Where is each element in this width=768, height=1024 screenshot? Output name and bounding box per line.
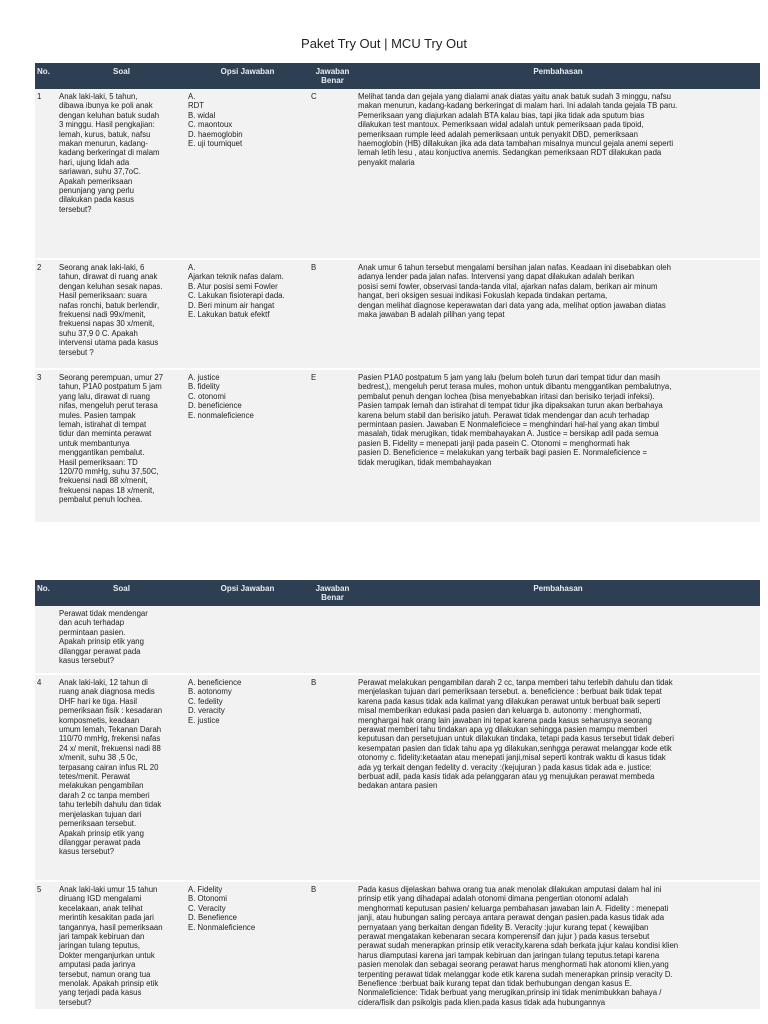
table-header-row — [35, 580, 760, 606]
header-pembahasan: Pembahasan — [356, 580, 760, 606]
table-row — [35, 674, 760, 881]
cell-opsi — [186, 606, 309, 674]
cell-jawaban: E — [309, 369, 356, 522]
cell-no: 5 — [35, 881, 57, 1009]
cell-jawaban: B — [309, 674, 356, 881]
cell-soal: Perawat tidak mendengar dan acuh terhadap permintaan pasien. Apakah prinsip etik yang dilanggar perawat pada kasus tersebut? — [57, 606, 186, 674]
header-no: No. — [35, 580, 57, 606]
cell-opsi: A. Ajarkan teknik nafas dalam. B. Atur posisi semi Fowler C. Lakukan fisioterapi dada. D. Beri minum air hangat E. Lakukan batuk efektf — [186, 259, 309, 369]
cell-opsi: A. Fidelity B. Otonomi C. Veracity D. Benefience E. Nonmaleficience — [186, 881, 309, 1009]
cell-jawaban: C — [309, 89, 356, 259]
table-row — [35, 89, 760, 259]
table-row — [35, 606, 760, 674]
cell-pembahasan — [356, 606, 760, 674]
cell-pembahasan: Anak umur 6 tahun tersebut mengalami bersihan jalan nafas. Keadaan ini disebabkan oleh adanya lender pada jalan nafas. Intervensi yang dapat dilakukan adalah berikan posisi semi fowler, observasi tanda-tanda vital, ajarkan nafas dalam, berikan air minum hangat, beri oksigen sesuai indikasi Fokuslah kepada tindakan pertama, dengan melihat diagnose keperawatan dari data yang ada, melihat option jawaban diatas maka jawaban B adalah pilihan yang tepat — [356, 259, 760, 369]
table-row — [35, 369, 760, 522]
header-jawaban-benar: Jawaban Benar — [309, 580, 356, 606]
cell-soal: Anak laki-laki, 12 tahun di ruang anak diagnosa medis DHF hari ke tiga. Hasil pemeriksaan fisik : kesadaran komposmetis, keadaan umum lemah, Tekanan Darah 110/70 mmHg, frekensi nafas 24 x/ menit, frekuensi nadi 88 x/menit, suhu 38 ,5 0c, terpasang cairan infus RL 20 tetes/menit. Perawat melakukan pengambilan darah 2 cc tanpa memberi tahu terlebih dahulu dan tidak menjelaskan tujuan dari pemeriksaan tersebut. Apakah prinsip etik yang dilanggar perawat pada kasus tersebut? — [57, 674, 186, 881]
cell-pembahasan: Pasien P1A0 postpatum 5 jam yang lalu (belum boleh turun dari tempat tidur dan masih bedrest,), mengeluh perut terasa mules, mohon untuk dibantu menggantikan pembalutnya, pembalut penuh dengan lochea (bisa menyebabkan iritasi dan berisiko terjadi infeksi). Pasien tampak lemah dan istirahat di tempat tidur jika dipaksakan turun akan berbahaya karena belum stabil dan berisiko jatuh. Perawat tidak mendengar dan acuh terhadap permintaan pasien. Jawaban E Nonmaleficiece = menghindari hal-hal yang akan timbul masalah, tidak merugikan, tidak membahayakan A. Justice = bersikap adil pada semua pasien B. Fidelity = menepati janji pada pasein C. Otonomi = menghormati hak pasien D. Beneficience = melakukan yang terbaik bagi pasien E. Nonmaleficience = tidak merugikan, tidak membahayakan — [356, 369, 760, 522]
cell-no: 2 — [35, 259, 57, 369]
header-jawaban-benar: Jawaban Benar — [309, 63, 356, 89]
document-title: Paket Try Out | MCU Try Out — [301, 36, 467, 51]
table-row — [35, 259, 760, 369]
cell-opsi: A. beneficience B. aotonomy C. fedelity D. veracity E. justice — [186, 674, 309, 881]
cell-opsi: A. justice B. fidelity C. otonomi D. beneficience E. nonmaleficience — [186, 369, 309, 522]
header-soal: Soal — [57, 63, 186, 89]
cell-jawaban: B — [309, 881, 356, 1009]
header-no: No. — [35, 63, 57, 89]
question-table-page-2 — [35, 580, 760, 1009]
cell-no: 3 — [35, 369, 57, 522]
cell-opsi: A. RDT B. widal C. maontoux D. haemoglobin E. uji tourniquet — [186, 89, 309, 259]
header-pembahasan: Pembahasan — [356, 63, 760, 89]
cell-soal: Anak laki-laki umur 15 tahun diruang IGD mengalami kecelakaan, anak telihat merintih kesakitan pada jari tangannya, hasil pemeriksaan jari tampak kebiruan dan jaringan tulang teputus, Dokter menganjurkan untuk amputasi pada jarinya tersebut, namun orang tua menolak. Apakah prinsip etik yang terjadi pada kasus tersebut? — [57, 881, 186, 1009]
cell-soal: Anak laki-laki, 5 tahun, dibawa ibunya ke poli anak dengan keluhan batuk sudah 3 minggu. Hasil pengkajian: lemah, kurus, batuk, nafsu makan menurun, kadang- kadang berkeringat di malam hari, ujung lidah ada sariawan, suhu 37,7oC. Apakah pemeriksaan penunjang yang perlu dilakukan pada kasus tersebut? — [57, 89, 186, 259]
cell-jawaban: B — [309, 259, 356, 369]
cell-soal: Seorang perempuan, umur 27 tahun, P1A0 postpatum 5 jam yang lalu, dirawat di ruang nifas, mengeluh perut terasa mules. Pasien tampak lemah, istirahat di tempat tidur dan meminta perawat untuk membantunya menggantikan pembalut. Hasil pemeriksaan: TD 120/70 mmHg, suhu 37,50C, frekuensi nadi 88 x/menit, frekuensi napas 18 x/menit, pembalut penuh lochea. — [57, 369, 186, 522]
cell-pembahasan: Melihat tanda dan gejala yang dialami anak diatas yaitu anak batuk sudah 3 minggu, nafsu makan menurun, kadang-kadang berkeringat di malam hari. Ini adalah tanda gejala TB paru. Pemeriksaan yang diajurkan adalah BTA kalau bias, tapi jika tidak ada sputum bias dilakukan test mantoux. Pemeriksaan widal adalah untuk pemeriksaan pada tipoid, pemeriksaan rumple leed adalah pemeriksaan untuk penyakit DBD, pemeriksaan haemoglobin (HB) dillakukan jika ada data tambahan misalnya muncul gejala anemi seperti lemah letih lesu , atau konjuctiva anemis. Sedangkan pemeriksaan RDT dilakukan pada penyakit malaria — [356, 89, 760, 259]
cell-no — [35, 606, 57, 674]
header-opsi-jawaban: Opsi Jawaban — [186, 580, 309, 606]
header-opsi-jawaban: Opsi Jawaban — [186, 63, 309, 89]
table-row — [35, 881, 760, 1009]
cell-soal: Seorang anak laki-laki, 6 tahun, dirawat di ruang anak dengan keluhan sesak napas. Hasil pemeriksaan: suara nafas ronchi, batuk berlendir, frekuensi nadi 99x/menit, frekuensi napas 30 x/menit, suhu 37,9 0 C. Apakah intervensi utama pada kasus tersebut ? — [57, 259, 186, 369]
cell-pembahasan: Perawat melakukan pengambilan darah 2 cc, tanpa memberi tahu terlebih dahulu dan tidak menjelaskan tujuan dari pemeriksaan tersebut. a. beneficience : berbuat baik tidak tepat karena pada kasus tidak ada kalimat yang dilakukan perawat untuk berbuat baik seperti misal memberikan edukasi pada pasien dan keluarga b. autonomy : menghormati, menghargai hak orang lain jawaban ini tepat karena pada kasus seharusnya seorang perawat memberi tahu tindakan apa yg dilakukan sehingga pasien mampu memberi keputusan dan persetujuan untuk dilakukan tindaka, tetapi pada kasus tersebut tidak deberi kesempatan pasien dan tidak tahu apa yg dilakukan,senhgga perawat melanggar kode etik otonomy c. fidelity:ketaatan atau menepati janji,misal seperti kontrak waktu di kasus tidak ada yg terkait dengan fedelity d. veracity :(kejujuran ) pada kasus tidak ada e. justice: berbuat adil, pada kasis tidak ada pelanggaran atau yg menujukan perawat membeda bedakan antara pasien — [356, 674, 760, 881]
cell-no: 1 — [35, 89, 57, 259]
header-soal: Soal — [57, 580, 186, 606]
cell-pembahasan: Pada kasus dijelaskan bahwa orang tua anak menolak dilakukan amputasi dalam hal ini prinsip etik yang dihadapai adalah otonomi dimana pengertian otonomi adalah menghormati keputusan pasien/ keluarga pembahasan jawaban lain A. Fidelity : menepati janji, atau hubungan saling percaya antara perawat dengan pasien.pada kasus tidak ada pernyataan yang berkaitan dengan fidelity B. Veracity :jujur kurang tepat ( kewajiban perawat mengatakan kebenaran secara komperensif dan jujur ) pada kasus tersebut perawat sudah menerapkan prinsip etik veracity,karena sdah berkata jujur kalau kondisi klien harus diamputasi karena jari tampak kebiruan dan jaringan tulang teputus.tetapi karena pasien menolak dan sebagai seorang perawat harus menghormati hak atonomi klien,yang terpenting perawat tidak melanggar kode etik karena sudah menerapkan prinsip veracity D. Benefience :berbuat baik kurang tepat dan tidak berhubungan dengan kasus E. Nonmaleficience: Tidak berbuat yang merugikan,prinsip ini tidak menimbukkan bahaya / cidera/fisik dan psikolgis pada klien.pada kasus tidak ada hubungannya — [356, 881, 760, 1009]
table-header-row — [35, 63, 760, 89]
cell-no: 4 — [35, 674, 57, 881]
cell-jawaban — [309, 606, 356, 674]
question-table-page-1 — [35, 63, 760, 522]
